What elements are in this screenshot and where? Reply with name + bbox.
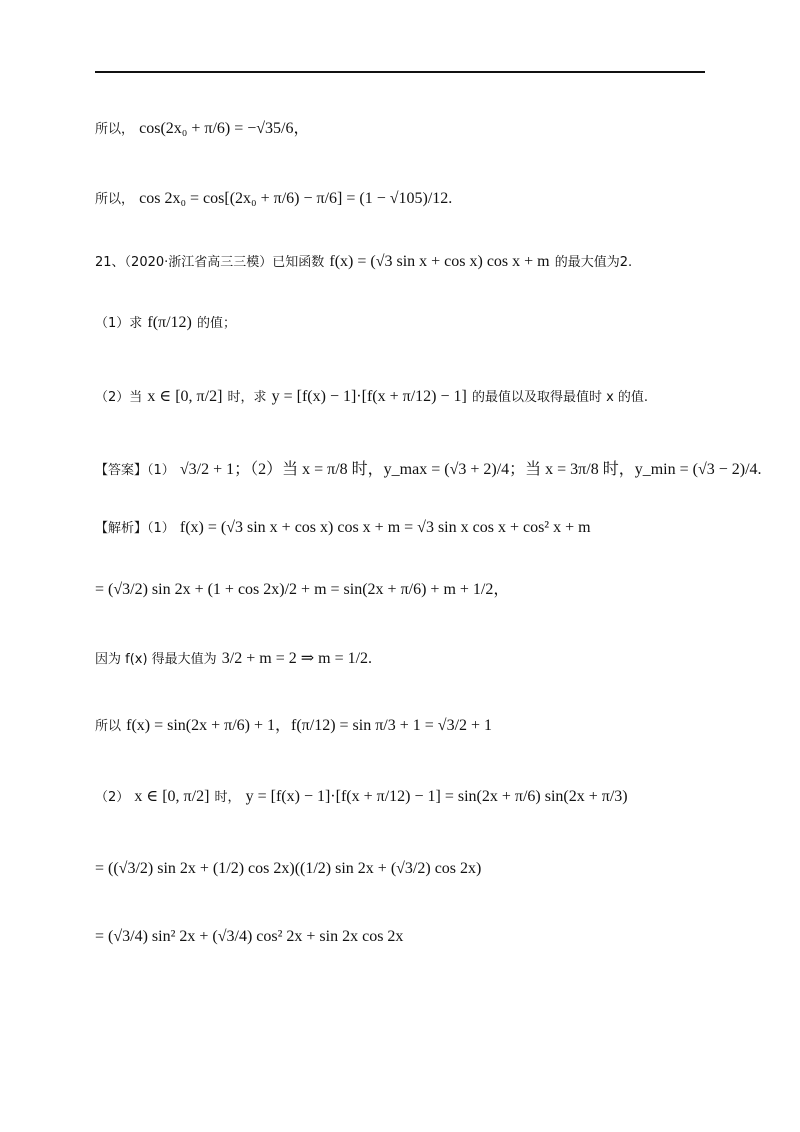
equation: = (√3/4) sin² 2x + (√3/4) cos² 2x + sin 2x cos 2x	[95, 928, 404, 945]
problem-21-statement	[95, 251, 632, 271]
domain-expression: x ∈ [0, π/2]	[134, 788, 210, 805]
analysis-line-1	[95, 517, 591, 537]
text-prefix: 所以，	[95, 122, 135, 137]
text-prefix: 所以	[95, 719, 122, 734]
line-cos-2x0-plus-pi6	[95, 115, 310, 138]
domain-expression: x ∈ [0, π/2]	[147, 388, 223, 405]
question-part-1	[95, 312, 236, 332]
equation: f(x) = (√3 sin x + cos x) cos x + m = √3 sin x cos x + cos² x + m	[179, 519, 591, 536]
question-prefix: （2）当	[95, 390, 143, 405]
question-prefix: （1）求	[95, 316, 143, 331]
answer-label: 【答案】（1）	[95, 463, 175, 478]
analysis-line-5	[95, 786, 628, 806]
y-expression: y = [f(x) − 1]·[f(x + π/12) − 1]	[271, 388, 467, 405]
function-definition: f(x) = (√3 sin x + cos x) cos x + m	[329, 253, 550, 270]
answer-line	[95, 456, 762, 479]
equation: cos 2x₀ = cos[(2x₀ + π/6) − π/6] = (1 − √105)/12.	[139, 190, 453, 207]
header-rule	[95, 71, 705, 73]
equation: = ((√3/2) sin 2x + (1/2) cos 2x)((1/2) sin 2x + (√3/2) cos 2x)	[95, 860, 482, 877]
problem-text-suffix: 的最大值为2.	[554, 255, 633, 270]
equation: = (√3/2) sin 2x + (1 + cos 2x)/2 + m = sin(2x + π/6) + m + 1/2，	[95, 581, 510, 598]
question-suffix: 的值；	[196, 316, 236, 331]
text-mid: 时，	[214, 790, 241, 805]
question-part-2	[95, 386, 648, 406]
text-prefix: （2）	[95, 790, 130, 805]
analysis-line-2	[95, 576, 509, 599]
analysis-label: 【解析】（1）	[95, 521, 175, 536]
question-expression: f(π/12)	[147, 314, 192, 331]
answer-content: √3/2 + 1；（2）当 x = π/8 时，y_max = (√3 + 2)/4；当 x = 3π/8 时，y_min = (√3 − 2)/4.	[179, 461, 762, 478]
problem-text: 21、（2020·浙江省高三三模）已知函数	[95, 255, 325, 270]
analysis-line-6	[95, 858, 481, 878]
equation: cos(2x₀ + π/6) = −√35/6，	[139, 120, 310, 137]
question-mid: 时，求	[227, 390, 267, 405]
equation: f(x) = sin(2x + π/6) + 1，f(π/12) = sin π/3 + 1 = √3/2 + 1	[126, 717, 493, 734]
equation: y = [f(x) − 1]·[f(x + π/12) − 1] = sin(2x + π/6) sin(2x + π/3)	[245, 788, 628, 805]
equation: 3/2 + m = 2 ⇒ m = 1/2.	[221, 650, 373, 667]
analysis-line-4	[95, 712, 492, 735]
analysis-line-7	[95, 926, 403, 946]
text-prefix: 所以，	[95, 192, 135, 207]
analysis-line-3	[95, 648, 372, 668]
question-suffix: 的最值以及取得最值时 x 的值.	[471, 390, 649, 405]
text-prefix: 因为 f(x) 得最大值为	[95, 652, 217, 667]
line-cos-2x0	[95, 188, 452, 208]
